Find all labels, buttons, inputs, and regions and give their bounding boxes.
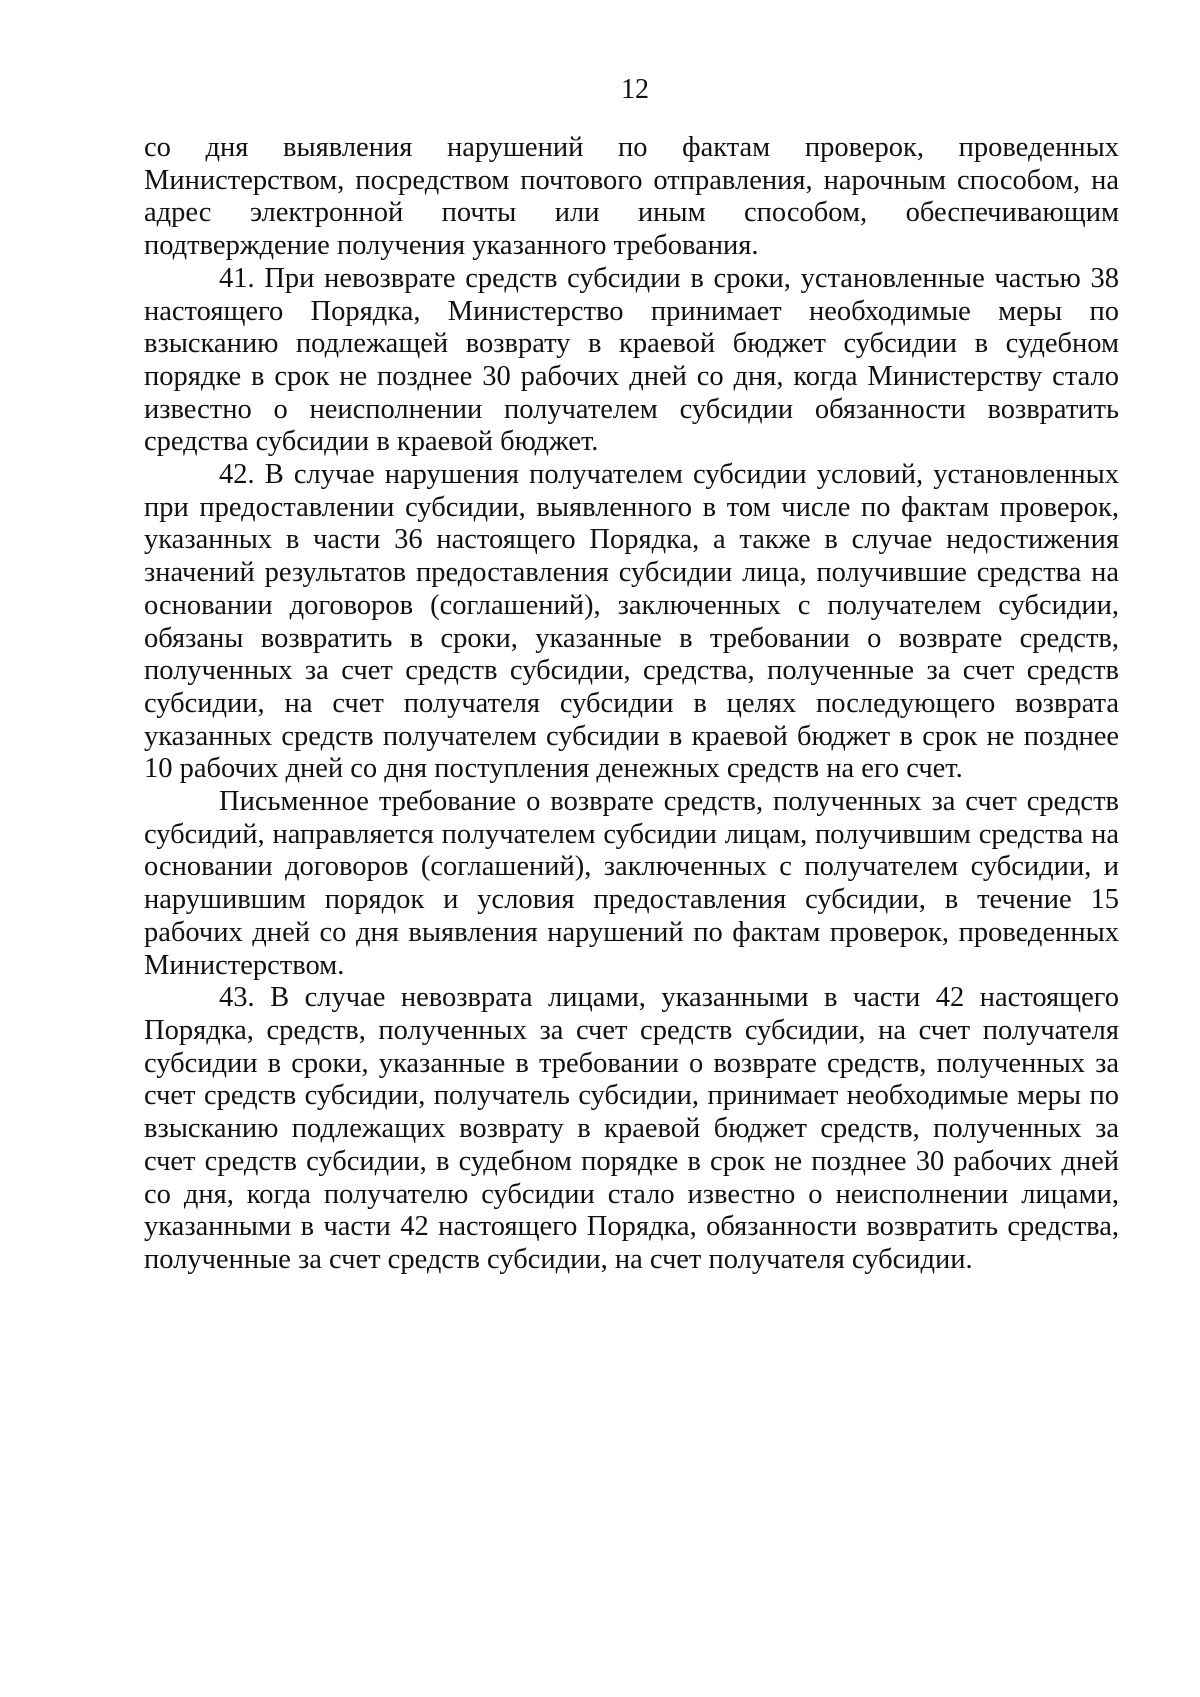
paragraph-clause-41: 41. При невозврате средств субсидии в сроки, установленные частью 38 настоящего Порядка, Министерство принимает необходимые меры по взысканию подлежащей возврату в краевой бюджет субсидии в судебном порядке в срок не позднее 30 рабочих дней со дня, когда Министерству стало известно о неисполнении получателем субсидии обязанности возвратить средства субсидии в краевой бюджет.: [144, 262, 1119, 458]
paragraph-written-demand: Письменное требование о возврате средств, полученных за счет средств субсидий, направляется получателем субсидии лицам, получившим средства на основании договоров (соглашений), заключенных с получателем субсидии, и нарушившим порядок и условия предоставления субсидии, в течение 15 рабочих дней со дня выявления нарушений по фактам проверок, проведенных Министерством.: [144, 786, 1119, 981]
page-number: 12: [621, 74, 649, 105]
paragraph-clause-42: 42. В случае нарушения получателем субсидии условий, установленных при предоставлении субсидии, выявленного в том числе по фактам проверок, указанных в части 36 настоящего Порядка, а также в случае недостижения значений результатов предоставления субсидии лица, получившие средства на основании договоров (соглашений), заключенных с получателем субсидии, обязаны возвратить в сроки, указанные в требовании о возврате средств, полученных за счет средств субсидии, средства, полученные за счет средств субсидии, на счет получателя субсидии в целях последующего возврата указанных средств получателем субсидии в краевой бюджет в срок не позднее 10 рабочих дней со дня поступления денежных средств на его счет.: [144, 459, 1119, 785]
paragraph-clause-43: 43. В случае невозврата лицами, указанными в части 42 настоящего Порядка, средств, полученных за счет средств субсидии, на счет получателя субсидии в сроки, указанные в требовании о возврате средств, полученных за счет средств субсидии, получатель субсидии, принимает необходимые меры по взысканию подлежащих возврату в краевой бюджет средств, полученных за счет средств субсидии, в судебном порядке в срок не позднее 30 рабочих дней со дня, когда получателю субсидии стало известно о неисполнении лицами, указанными в части 42 настоящего Порядка, обязанности возвратить средства, полученные за счет средств субсидии, на счет получателя субсидии.: [144, 982, 1119, 1275]
document-body: [144, 132, 1119, 1277]
paragraph-continuation: со дня выявления нарушений по фактам проверок, проведенных Министерством, посредством почтового отправления, нарочным способом, на адрес электронной почты или иным способом, обеспечивающим подтверждение получения указанного требования.: [144, 132, 1119, 262]
